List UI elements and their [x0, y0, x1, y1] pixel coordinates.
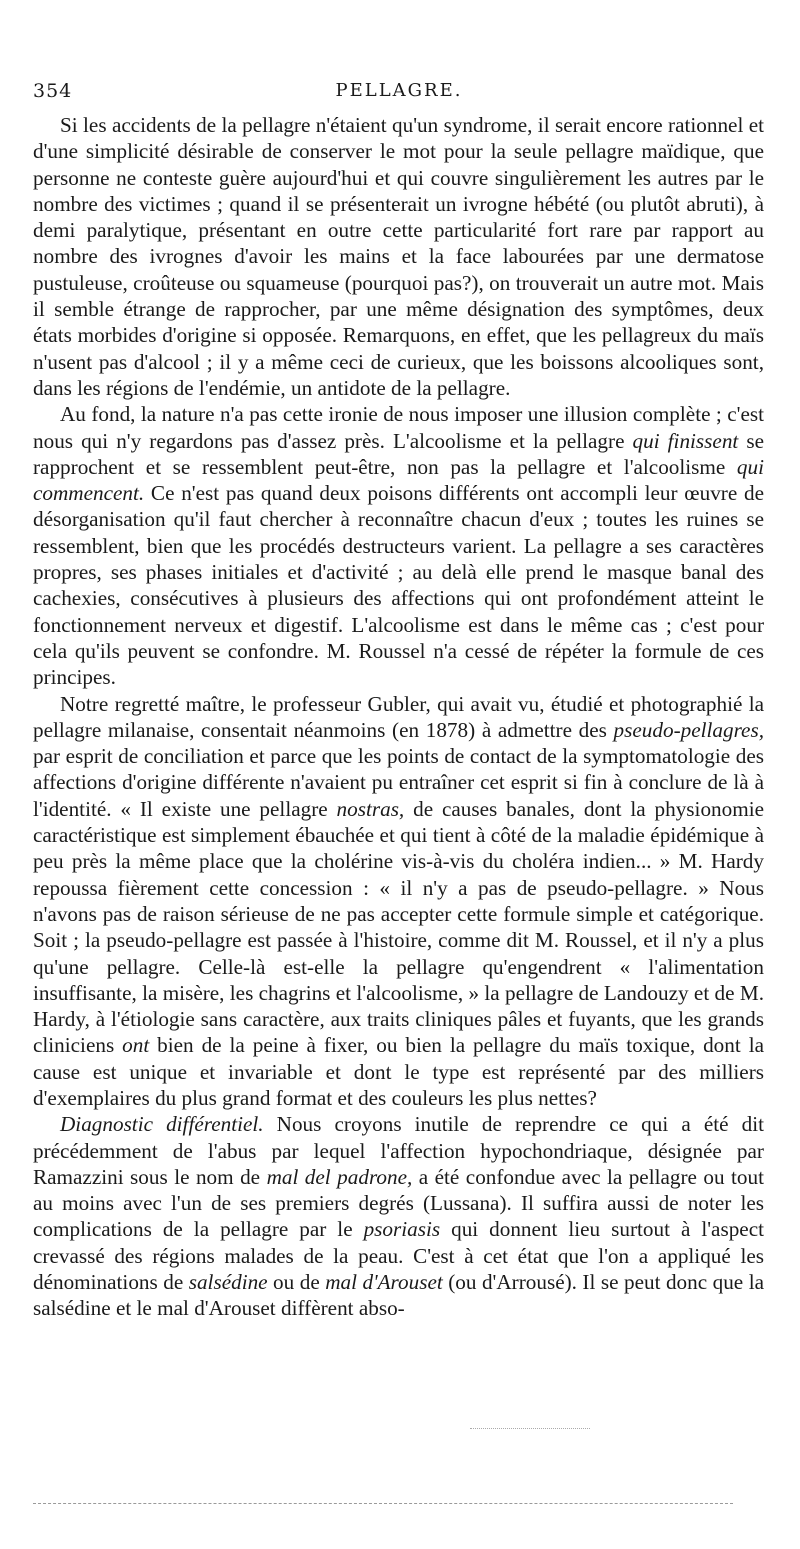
italic-run: Diagnostic différentiel. [60, 1112, 264, 1137]
text-run: Au fond, la nature n'a pas cette ironie de nous imposer une illusion complète ; c'est nous qui n'y regardons pas d'assez près. L'alcoolisme et la pellagre [33, 402, 764, 453]
italic-run: psoriasis [363, 1217, 441, 1242]
italic-run: nostras, [336, 796, 405, 821]
text-run: ou de [267, 1270, 326, 1295]
italic-run: qui commencent. [33, 454, 764, 506]
body-text [33, 112, 764, 1322]
text-run: Nous croyons inutile de reprendre ce qui a été dit précédemment de l'abus par lequel l'affection hypochondriaque, désignée par Ramazzini sous le nom de [33, 1112, 764, 1189]
text-run: qui donnent lieu surtout à l'aspect crevassé des régions malades de la peau. C'est à cet état que l'on a appliqué les dénominations de [33, 1217, 764, 1295]
page-header [33, 80, 765, 106]
page-number: 354 [33, 80, 73, 102]
text-run: bien de la peine à fixer, ou bien la pellagre du maïs toxique, dont la cause est unique et invariable et dont le type est représenté par des milliers d'exemplaires du plus grand format et des couleurs les plus nettes? [33, 1033, 764, 1110]
italic-run: mal del padrone, [266, 1164, 413, 1189]
text-run: (ou d'Arrousé). Il se peut donc que la salsédine et le mal d'Arouset diffèrent abso- [33, 1270, 764, 1321]
text-run: Notre regretté maître, le professeur Gubler, qui avait vu, étudié et photographié la pellagre milanaise, consentait néanmoins (en 1878) à admettre des [33, 691, 764, 742]
text-run: se rapprochent et se ressemblent peut-être, non pas la pellagre et l'alcoolisme [33, 428, 765, 479]
paragraph [33, 1111, 764, 1321]
paragraph [33, 401, 764, 690]
italic-run: pseudo-pellagres, [613, 717, 764, 742]
print-specks [470, 1428, 590, 1429]
text-run: de causes banales, dont la physionomie caractéristique est simplement ébauchée et qui tient à côté de la maladie épidémique à peu près la même place que la cholérine vis-à-vis du choléra indien... » M. Hardy repoussa fièrement cette concession : « il n'y a pas de pseudo-pellagre. » Nous n'avons pas de raison sérieuse de ne pas accepter cette formule simple et catégorique. Soit ; la pseudo-pellagre est passée à l'histoire, comme dit M. Roussel, et il n'y a plus qu'une pellagre. Celle-là est-elle la pellagre qu'engendrent « l'alimentation insuffisante, la misère, les chagrins et l'alcoolisme, » la pellagre de Landouzy et de M. Hardy, à l'étiologie sans caractère, aux traits cliniques pâles et fuyants, que les grands cliniciens [33, 796, 764, 1058]
italic-run: salsédine [188, 1270, 268, 1295]
footer-rule [33, 1503, 733, 1504]
running-title: PELLAGRE. [335, 80, 463, 101]
paragraph [33, 691, 764, 1112]
paragraph: Si les accidents de la pellagre n'étaient qu'un syndrome, il serait encore rationnel et d'une simplicité désirable de conserver le mot pour la seule pellagre maïdique, que personne ne conteste guère aujourd'hui et qui couvre singulièrement les autres par le nombre des victimes ; quand il se présenterait un ivrogne hébété (ou plutôt abruti), à demi paralytique, présentant en outre cette particularité fort rare par rapport au nombre des ivrognes d'avoir les mains et la face labourées par une dermatose pustuleuse, croûteuse ou squameuse (pourquoi pas?), on trouverait un autre mot. Mais il semble étrange de rapprocher, par une même désignation des symptômes, deux états morbides d'origine si opposée. Remarquons, en effet, que les pellagreux du maïs n'usent pas d'alcool ; il y a même ceci de curieux, que les boissons alcooliques sont, dans les régions de l'endémie, un antidote de la pellagre. [33, 113, 764, 400]
italic-run: mal d'Arouset [325, 1270, 443, 1295]
text-run: a été confondue avec la pellagre ou tout au moins avec l'un de ses premiers degrés (Lussana). Il suffira aussi de noter les complications de la pellagre par le [33, 1164, 765, 1242]
text-run: Ce n'est pas quand deux poisons différents ont accompli leur œuvre de désorganisation qu'il faut chercher à reconnaître chacun d'eux ; toutes les ruines se ressemblent, bien que les procédés destructeurs varient. La pellagre a ses caractères propres, ses phases initiales et d'activité ; au delà elle prend le masque banal des cachexies, consécutives à plusieurs des affections qui ont profondément atteint le fonctionnement nerveux et digestif. L'alcoolisme est dans le même cas ; c'est pour cela qu'ils peuvent se confondre. M. Roussel n'a cessé de répéter la formule de ces principes. [33, 481, 764, 690]
italic-run: qui finissent [632, 428, 739, 453]
text-run: par esprit de conciliation et parce que les points de contact de la symptomatologie des affections d'origine différente n'avaient pu entraîner cet esprit si fin à conclure de là à l'identité. « Il existe une pellagre [33, 744, 764, 821]
italic-run: ont [122, 1033, 150, 1058]
